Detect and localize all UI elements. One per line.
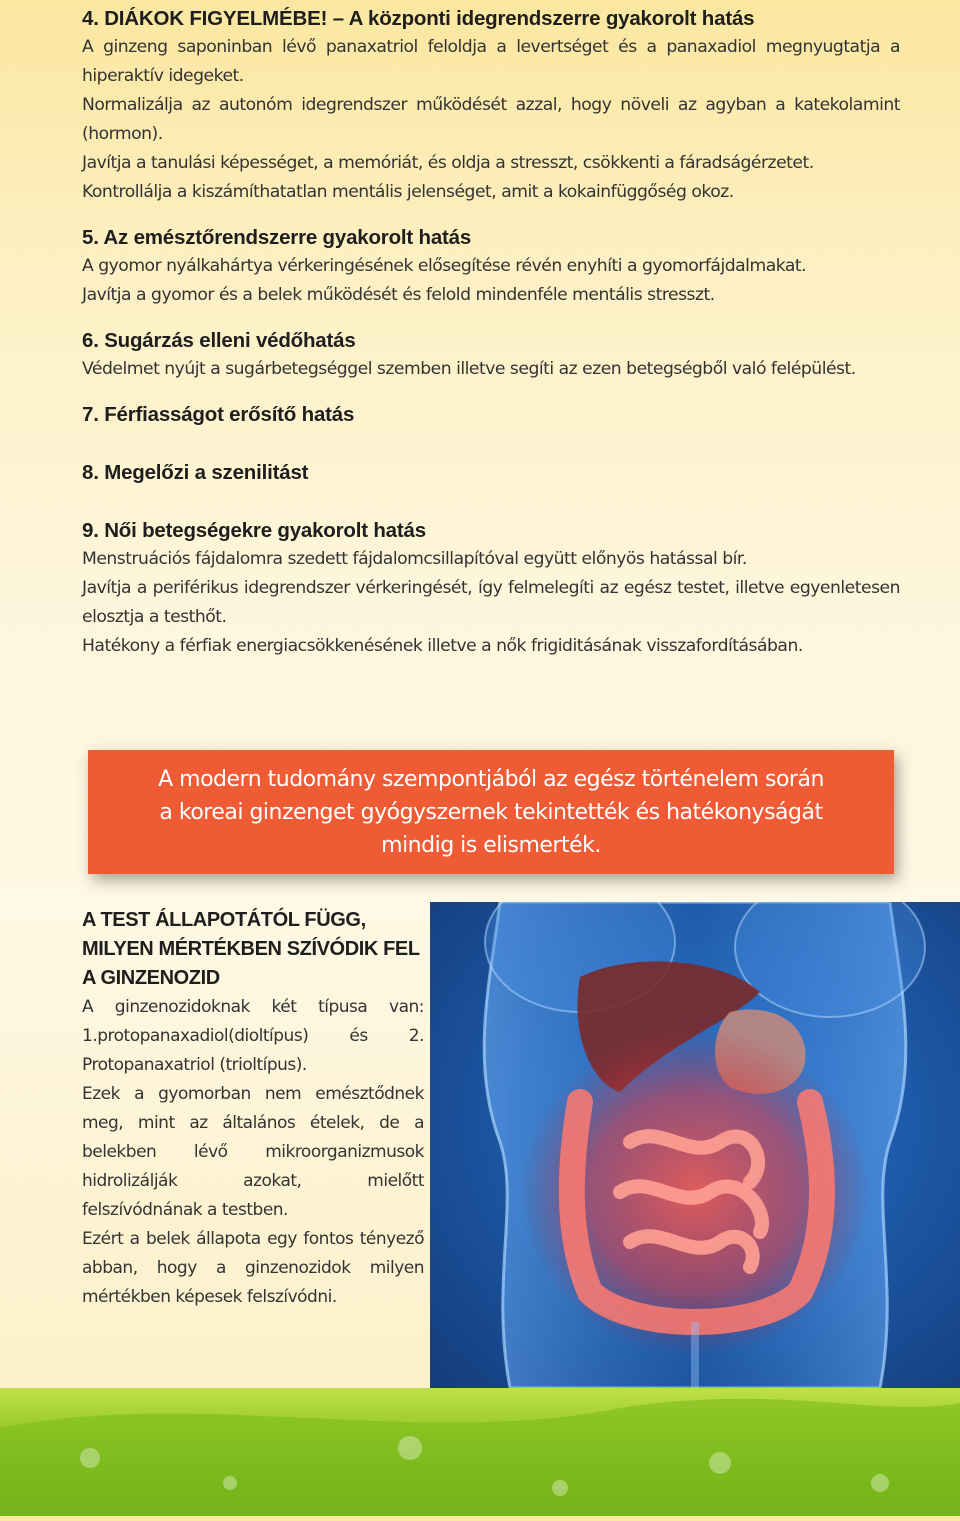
section-paragraph: Javítja a periférikus idegrendszer vérkeringését, így felmelegíti az egész testet, illetve egyenletesen elosztja a testhőt. [82, 578, 900, 627]
water-drops-decoration [0, 1388, 960, 1516]
section-masculinity [82, 400, 900, 429]
section-paragraph: Védelmet nyújt a sugárbetegséggel szemben illetve segíti az ezen betegségből való felépülést. [82, 359, 856, 379]
highlight-box [88, 750, 894, 874]
anatomy-image [430, 902, 960, 1388]
grass-footer [0, 1388, 960, 1516]
section-womens-health [82, 516, 900, 661]
section-heading: 7. Férfiasságot erősítő hatás [82, 403, 355, 426]
section-radiation [82, 326, 900, 384]
section-digestive [82, 223, 900, 310]
section-heading: 4. DIÁKOK FIGYELMÉBE! – A központi idegrendszerre gyakorolt hatás [82, 7, 755, 30]
section-paragraph: A gyomor nyálkahártya vérkeringésének elősegítése révén enyhíti a gyomorfájdalmakat. [82, 256, 807, 276]
section-senility [82, 458, 900, 487]
highlight-text: A modern tudomány szempontjából az egész történelem során a koreai ginzenget gyógyszernek tekintették és hatékonyságát mindig is elismerték. [158, 766, 824, 858]
section-paragraph: Kontrollálja a kiszámíthatatlan mentális jelenséget, amit a kokainfüggőség okoz. [82, 182, 734, 202]
absorption-paragraph: A ginzenozidoknak két típusa van: 1.protopanaxadiol(dioltípus) és 2. Protopanaxatriol (trioltípus). [82, 997, 424, 1075]
section-paragraph: Javítja a gyomor és a belek működését és felold mindenféle mentális stresszt. [82, 285, 715, 305]
absorption-paragraph: Ezek a gyomorban nem emésztődnek meg, mint az általános ételek, de a belekben lévő mikroorganizmusok hidrolizálják azokat, mielőtt felszívódnának a testben. [82, 1084, 424, 1220]
section-paragraph: Hatékony a férfiak energiacsökkenésének illetve a nők frigiditásának visszafordításában. [82, 636, 803, 656]
section-paragraph: Menstruációs fájdalomra szedett fájdalomcsillapítóval együtt előnyös hatással bír. [82, 549, 747, 569]
section-heading: 6. Sugárzás elleni védőhatás [82, 329, 356, 352]
section-paragraph: Javítja a tanulási képességet, a memóriát, és oldja a stresszt, csökkenti a fáradságérzetet. [82, 153, 814, 173]
absorption-heading: A TEST ÁLLAPOTÁTÓL FÜGG, MILYEN MÉRTÉKBEN SZÍVÓDIK FEL A GINZENOZID [82, 909, 420, 989]
section-paragraph: A ginzeng saponinban lévő panaxatriol feloldja a levertséget és a panaxadiol megnyugtatja a hiperaktív idegeket. [82, 37, 900, 86]
absorption-paragraph: Ezért a belek állapota egy fontos tényező abban, hogy a ginzenozidok milyen mértékben képesek felszívódni. [82, 1229, 424, 1307]
digestive-system-illustration [430, 902, 960, 1388]
section-cns [82, 4, 900, 207]
section-heading: 9. Női betegségekre gyakorolt hatás [82, 519, 426, 542]
section-paragraph: Normalizálja az autonóm idegrendszer működését azzal, hogy növeli az agyban a katekolamint (hormon). [82, 95, 900, 144]
absorption-column [82, 906, 424, 1312]
section-heading: 8. Megelőzi a szenilitást [82, 461, 309, 484]
main-content [82, 4, 900, 677]
section-heading: 5. Az emésztőrendszerre gyakorolt hatás [82, 226, 472, 249]
